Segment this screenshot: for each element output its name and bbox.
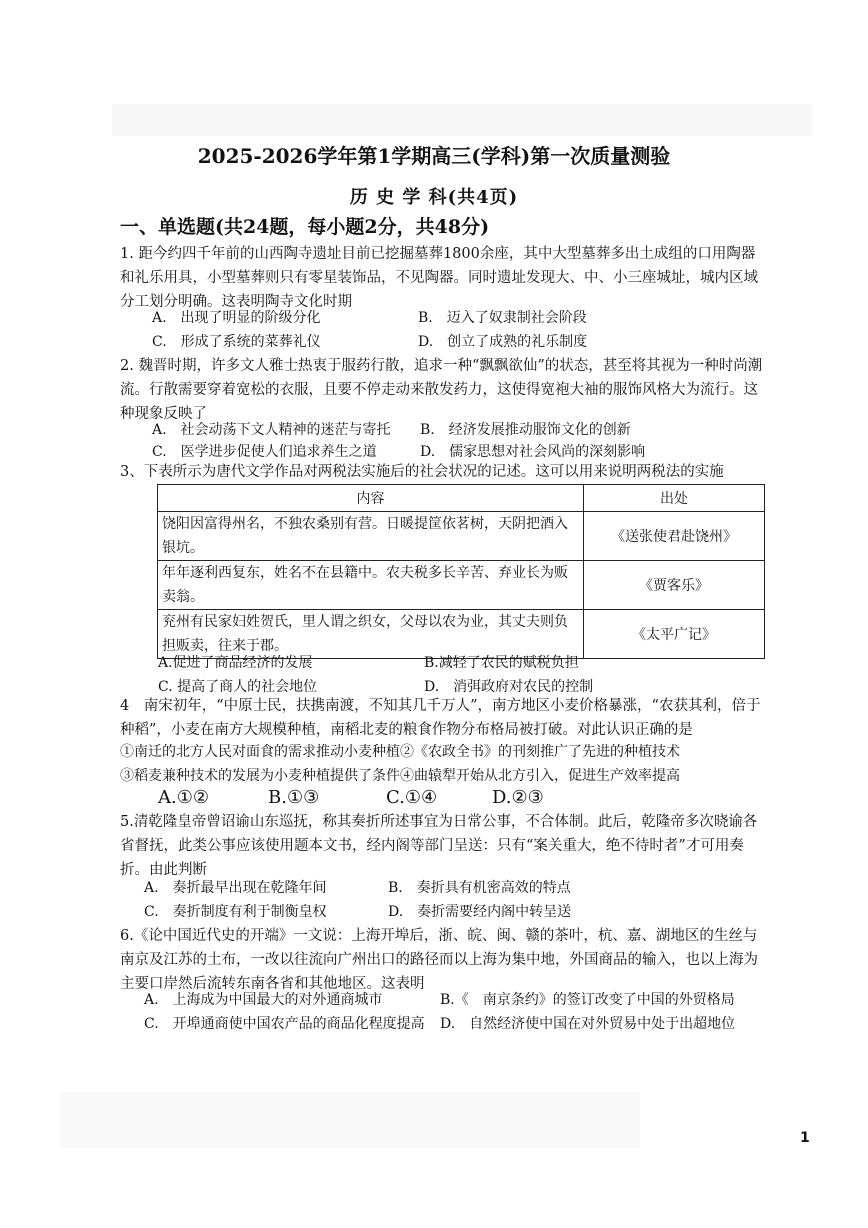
table-cell-content: 兖州有民家妇姓贺氏，里人谓之织女，父母以农为业，其丈夫则负担贩卖，往来于郡。	[158, 610, 584, 659]
question-5-option-b: B. 奏折具有机密高效的特点	[388, 880, 571, 896]
question-2-option-c: C. 医学进步促使人们追求养生之道	[152, 444, 377, 460]
question-4-option-b: B.①③	[268, 787, 320, 808]
question-6-option-d: D. 自然经济使中国在对外贸易中处于出超地位	[440, 1016, 736, 1032]
scan-shade-bottom	[60, 1092, 640, 1148]
question-1-option-d: D. 创立了成熟的礼乐制度	[418, 334, 588, 350]
question-2-option-d: D. 儒家思想对社会风尚的深刻影响	[420, 444, 646, 460]
question-1-option-c: C. 形成了系统的菜葬礼仪	[152, 334, 321, 350]
question-5-stem: 5.清乾隆皇帝曾诏谕山东巡抚，称其奏折所述事宜为日常公事，不合体制。此后，乾隆帝多次晓谕各省督抚，此类公事应该使用题本文书，经内阁等部门呈送：只有“案关重大，绝不待时者”才可用奏折。由此判断	[120, 814, 758, 878]
table-row	[158, 561, 765, 610]
question-4-option-d: D.②③	[492, 787, 544, 808]
question-6-option-c: C. 开埠通商使中国农产品的商品化程度提高	[144, 1016, 425, 1032]
page-number: 1	[800, 1130, 810, 1146]
section-heading: 一、单选题(共24题，每小题2分，共48分)	[120, 216, 490, 238]
table-header-source: 出处	[584, 485, 765, 512]
question-3-option-d: D. 消弭政府对农民的控制	[424, 679, 594, 695]
table-cell-source: 《送张使君赴饶州》	[584, 512, 765, 561]
question-3-table	[157, 484, 765, 659]
question-1-stem: 1. 距今约四千年前的山西陶寺遗址目前已挖掘墓葬1800余座，其中大型墓葬多出土成组的口用陶器和礼乐用具，小型墓葬则只有零星装饰品，不见陶器。同时遗址发现大、中、小三座城址，城内区域分工划分明确。这表明陶寺文化时期	[120, 246, 758, 310]
table-cell-source: 《贾客乐》	[584, 561, 765, 610]
table-cell-content: 年年逐利西复东，姓名不在县籍中。农夫税多长辛苦、弃业长为贩卖翁。	[158, 561, 584, 610]
question-5-option-a: A. 奏折最早出现在乾隆年间	[144, 880, 327, 896]
question-6-option-b: B.《 南京条约》的签订改变了中国的外贸格局	[440, 992, 735, 1008]
table-cell-content: 饶阳因富得州名，不独农桑别有营。日暖提筐依茗树，天阴把酒入银坑。	[158, 512, 584, 561]
question-1-option-a: A. 出现了明显的阶级分化	[152, 310, 321, 326]
question-6-stem: 6.《论中国近代史的开端》一文说：上海开埠后，浙、皖、闽、赣的茶叶，杭、嘉、湖地区的生丝与南京及江苏的土布，一改以往流向广州出口的路径而以上海为集中地，外国商品的输入，也以上海为主要口岸然后流转东南各省和其他地区。这表明	[120, 928, 758, 992]
question-6-option-a: A. 上海成为中国最大的对外通商城市	[144, 992, 383, 1008]
question-2-option-b: B. 经济发展推动服饰文化的创新	[420, 422, 631, 438]
exam-title: 2025-2026学年第1学期高三(学科)第一次质量测验	[197, 144, 671, 168]
question-3-stem: 3、下表所示为唐代文学作品对两税法实施后的社会状况的记述。这可以用来说明两税法的实施	[120, 464, 724, 480]
question-5-option-c: C. 奏折制度有利于制衡皇权	[144, 904, 327, 920]
question-2-stem: 2. 魏晋时期，许多文人雅士热衷于服药行散，追求一种“飘飘欲仙”的状态，甚至将其视为一种时尚潮流。行散需要穿着宽松的衣服，且要不停走动来散发药力，这使得宽袍大袖的服饰风格大为流行。这种现象反映了	[120, 358, 763, 422]
question-4-statement-2: ③稻麦兼种技术的发展为小麦种植提供了条件④曲辕犁开始从北方引入，促进生产效率提高	[120, 768, 680, 784]
question-3-option-b: B.减轻了农民的赋税负担	[424, 655, 579, 671]
question-4-option-c: C.①④	[386, 787, 438, 808]
question-3-option-c: C. 提高了商人的社会地位	[158, 679, 318, 695]
question-5-option-d: D. 奏折需要经内阁中转呈送	[388, 904, 572, 920]
exam-subtitle: 历 史 学 科(共4页)	[349, 187, 519, 208]
question-4-statement-1: ①南迁的北方人民对面食的需求推动小麦种植②《农政全书》的刊刻推广了先进的种植技术	[120, 744, 680, 760]
question-2-option-a: A. 社会动荡下文人精神的迷茫与寄托	[152, 422, 391, 438]
question-4-option-a: A.①②	[158, 787, 209, 808]
question-4-stem: 4 南宋初年，“中原士民，扶携南渡，不知其几千万人”，南方地区小麦价格暴涨，“农获其利，倍于种稻”，小麦在南方大规模种植，南稻北麦的粮食作物分布格局被打破。对此认识正确的是	[120, 698, 761, 738]
scan-shade-top	[112, 104, 812, 136]
table-row	[158, 512, 765, 561]
table-cell-source: 《太平广记》	[584, 610, 765, 659]
question-3-option-a: A.促进了商品经济的发展	[158, 655, 313, 671]
table-header-content: 内容	[158, 485, 584, 512]
question-1-option-b: B. 迈入了奴隶制社会阶段	[418, 310, 587, 326]
table-header-row	[158, 485, 765, 512]
